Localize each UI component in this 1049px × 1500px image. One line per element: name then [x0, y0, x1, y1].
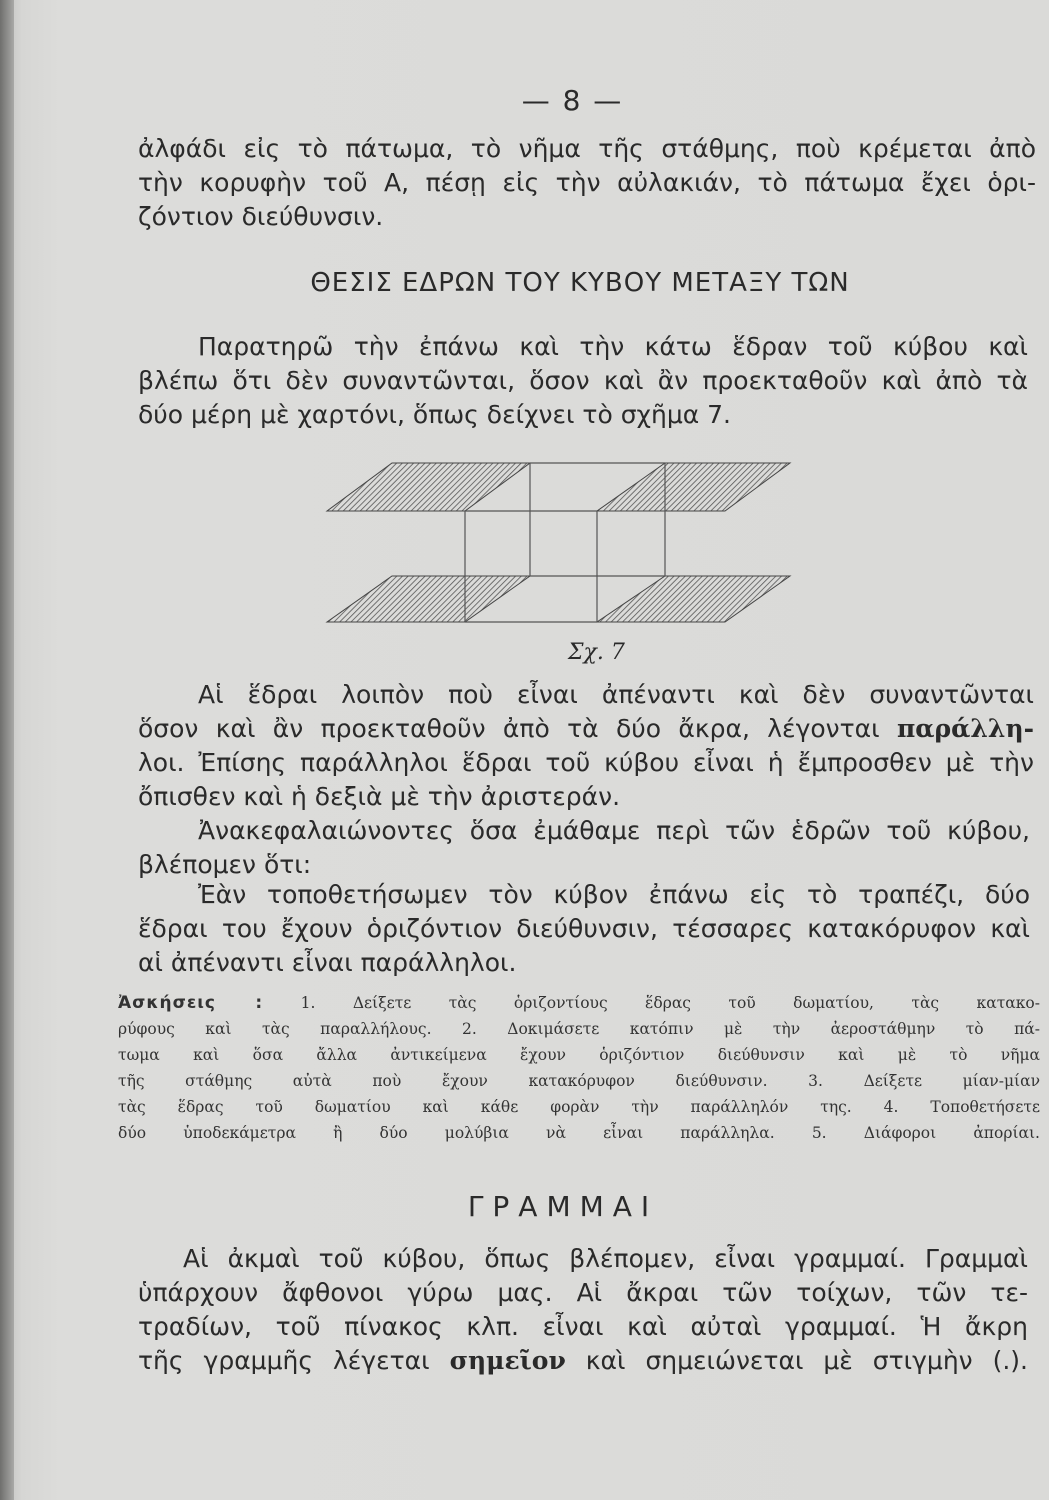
text-line: Αἱ ἕδραι λοιπὸν ποὺ εἶναι ἀπέναντι καὶ δὲν συναντῶνται: [198, 680, 1034, 709]
bottom-face-right: [597, 576, 790, 622]
text-line: [118, 990, 1040, 1016]
text-segment: καὶ σημειώνεται μὲ στιγμὴν (.).: [585, 1346, 1029, 1375]
paragraph-3: [138, 814, 1030, 882]
page-binding-edge: [0, 0, 14, 1500]
text-line: λοι. Ἐπίσης παράλληλοι ἕδραι τοῦ κύβου εἶναι ἡ ἔμπροσθεν μὲ τὴν: [138, 748, 1034, 777]
text-line: δύο ὑποδεκάμετρα ἢ δύο μολύβια νὰ εἶναι παράλληλα. 5. Διάφοροι ἀπορίαι.: [118, 1124, 1040, 1142]
text-line: Αἱ ἀκμαὶ τοῦ κύβου, ὅπως βλέπομεν, εἶναι γραμμαί. Γραμμαὶ: [183, 1244, 1028, 1273]
text-segment: ὅσον καὶ ἂν προεκταθοῦν ἀπὸ τὰ δύο ἄκρα, λέγονται: [138, 714, 880, 743]
page-number: — 8 —: [521, 84, 624, 117]
bottom-face-left: [327, 576, 530, 622]
term-parallel: παράλλη-: [896, 714, 1034, 743]
top-face-left: [327, 463, 530, 511]
exercises-block: [118, 990, 1040, 1146]
section-heading: ΘΕΣΙΣ ΕΔΡΩΝ ΤΟΥ ΚΥΒΟΥ ΜΕΤΑΞΥ ΤΩΝ: [310, 268, 850, 298]
text-line: ρύφους καὶ τὰς παραλλήλους. 2. Δοκιμάσετε κατόπιν μὲ τὴν ἀεροστάθμην τὸ πά-: [118, 1020, 1040, 1038]
exercises-label: Ἀσκήσεις :: [118, 993, 264, 1013]
text-line: Παρατηρῶ τὴν ἐπάνω καὶ τὴν κάτω ἕδραν τοῦ κύβου καὶ: [198, 332, 1028, 361]
text-line: ἕδραι του ἔχουν ὁριζόντιον διεύθυνσιν, τέσσαρες κατακόρυφον καὶ: [138, 914, 1030, 943]
text-line: αἱ ἀπέναντι εἶναι παράλληλοι.: [138, 948, 517, 977]
text-line: [138, 712, 1034, 746]
paragraph-5: [138, 1242, 1028, 1378]
text-segment: 1. Δείξετε τὰς ὁριζοντίους ἕδρας τοῦ δωματίου, τὰς κατακο-: [300, 994, 1040, 1012]
text-segment: τῆς γραμμῆς λέγεται: [138, 1346, 430, 1375]
text-line: τὴν κορυφὴν τοῦ Α, πέσῃ εἰς τὴν αὐλακιάν, τὸ πάτωμα ἔχει ὁρι-: [138, 168, 1036, 197]
intro-paragraph: [138, 132, 1036, 234]
text-line: βλέπομεν ὅτι:: [138, 850, 312, 879]
text-line: τὰς ἕδρας τοῦ δωματίου καὶ κάθε φορὰν τὴν παράλληλόν της. 4. Τοποθετήσετε: [118, 1098, 1040, 1116]
paragraph-1: [138, 330, 1028, 432]
paragraph-4: [138, 878, 1030, 980]
text-line: δύο μέρη μὲ χαρτόνι, ὅπως δείχνει τὸ σχῆμα 7.: [138, 400, 732, 429]
text-line: ἀλφάδι εἰς τὸ πάτωμα, τὸ νῆμα τῆς στάθμης, ποὺ κρέμεται ἀπὸ: [138, 134, 1036, 163]
text-line: [138, 1344, 1028, 1378]
text-line: Ἐὰν τοποθετήσωμεν τὸν κύβον ἐπάνω εἰς τὸ τραπέζι, δύο: [198, 880, 1030, 909]
text-line: ὄπισθεν καὶ ἡ δεξιὰ μὲ τὴν ἀριστεράν.: [138, 782, 621, 811]
figure-caption: Σχ. 7: [568, 640, 625, 665]
text-line: τωμα καὶ ὅσα ἄλλα ἀντικείμενα ἔχουν ὁριζόντιον διεύθυνσιν καὶ μὲ τὸ νῆμα: [118, 1046, 1040, 1064]
term-point: σημεῖον: [449, 1346, 566, 1375]
text-line: βλέπω ὅτι δὲν συναντῶνται, ὅσον καὶ ἂν προεκταθοῦν καὶ ἀπὸ τὰ: [138, 366, 1028, 395]
text-line: τῆς στάθμης αὐτὰ ποὺ ἔχουν κατακόρυφον διεύθυνσιν. 3. Δείξετε μίαν-μίαν: [118, 1072, 1040, 1090]
text-line: τραδίων, τοῦ πίνακος κλπ. εἶναι καὶ αὐταὶ γραμμαί. Ἡ ἄκρη: [138, 1312, 1028, 1341]
text-line: Ἀνακεφαλαιώνοντες ὅσα ἐμάθαμε περὶ τῶν ἑδρῶν τοῦ κύβου,: [198, 816, 1030, 845]
text-line: ὑπάρχουν ἄφθονοι γύρω μας. Αἱ ἄκραι τῶν τοίχων, τῶν τε-: [138, 1278, 1028, 1307]
figure-parallel-faces: [325, 455, 805, 635]
top-face-right: [597, 463, 790, 511]
lines-heading: ΓΡΑΜΜΑΙ: [467, 1190, 659, 1223]
text-line: ζόντιον διεύθυνσιν.: [138, 202, 384, 231]
paragraph-2: [138, 678, 1034, 814]
